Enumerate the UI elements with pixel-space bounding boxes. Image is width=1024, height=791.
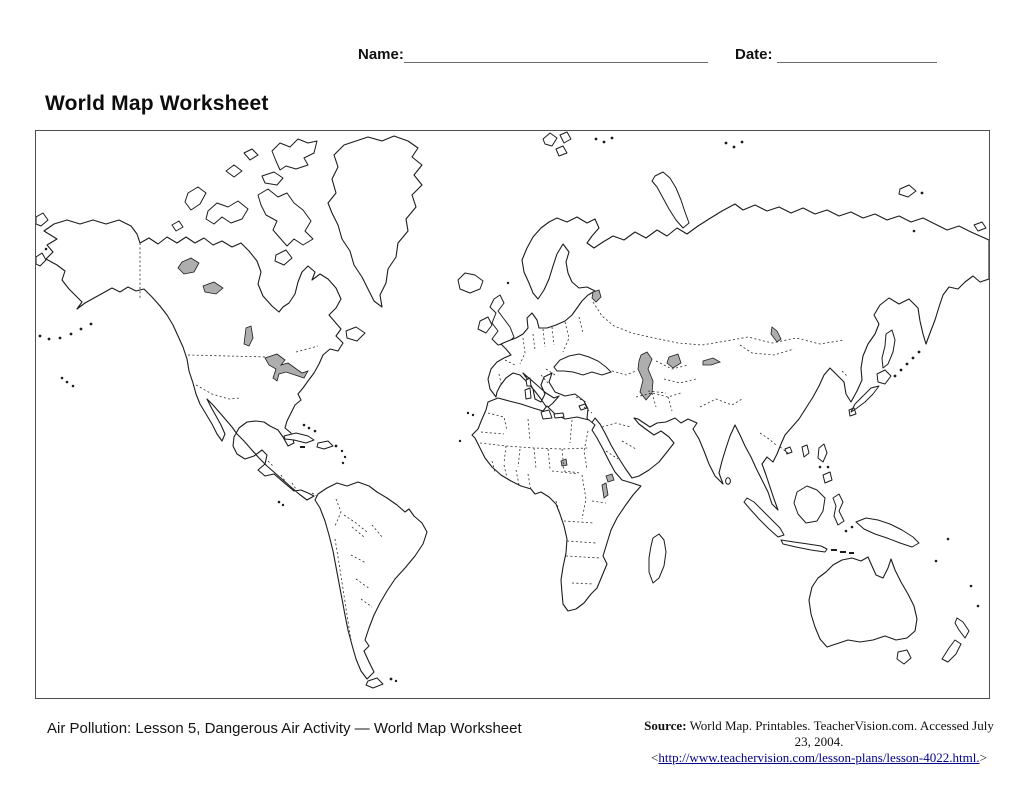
sardinia-corsica: [525, 378, 531, 399]
south-america: [315, 482, 427, 679]
world-map: [36, 131, 989, 698]
landmasses: [36, 132, 989, 688]
taiwan: [802, 445, 809, 457]
link-open-bracket: <: [651, 750, 659, 765]
page-title: World Map Worksheet: [45, 92, 269, 115]
lesson-caption: Air Pollution: Lesson 5, Dangerous Air Activity — World Map Worksheet: [47, 720, 522, 737]
source-link[interactable]: http://www.teachervision.com/lesson-plans/lesson-4022.html.: [658, 750, 980, 765]
novaya-zemlya: [652, 172, 689, 228]
sakhalin: [882, 330, 895, 368]
tierra-del-fuego: [366, 678, 383, 688]
java: [781, 540, 827, 552]
madagascar: [649, 534, 666, 583]
hispaniola: [317, 441, 333, 449]
new-guinea: [856, 518, 919, 547]
sumatra: [744, 498, 784, 537]
greenland: [328, 136, 422, 307]
name-input-line[interactable]: [404, 48, 708, 63]
iceland: [458, 273, 483, 293]
lake-victoria: [606, 474, 614, 482]
date-input-line[interactable]: [777, 48, 937, 63]
source-text: World Map. Printables. TeacherVision.com. Accessed July 23, 2004.: [689, 718, 994, 749]
great-britain: [490, 295, 514, 345]
date-label: Date:: [735, 46, 773, 63]
name-label: Name:: [358, 46, 404, 63]
source-line-1: [640, 718, 998, 750]
tasmania: [897, 650, 911, 664]
philippines: [818, 444, 832, 483]
hainan: [785, 447, 792, 454]
australia: [809, 557, 917, 647]
source-line-2: [640, 750, 998, 766]
world-map-frame: [35, 130, 990, 699]
new-siberian-islands: [899, 185, 916, 197]
crete-cyprus: [554, 404, 587, 418]
new-zealand: [942, 618, 969, 662]
sulawesi: [833, 494, 844, 525]
ireland: [478, 317, 492, 333]
source-citation: [640, 718, 998, 766]
source-label: Source:: [644, 718, 687, 733]
wrangel-island: [974, 222, 986, 231]
svalbard: [543, 132, 571, 156]
link-close-bracket: >: [979, 750, 987, 765]
borneo: [794, 486, 825, 523]
